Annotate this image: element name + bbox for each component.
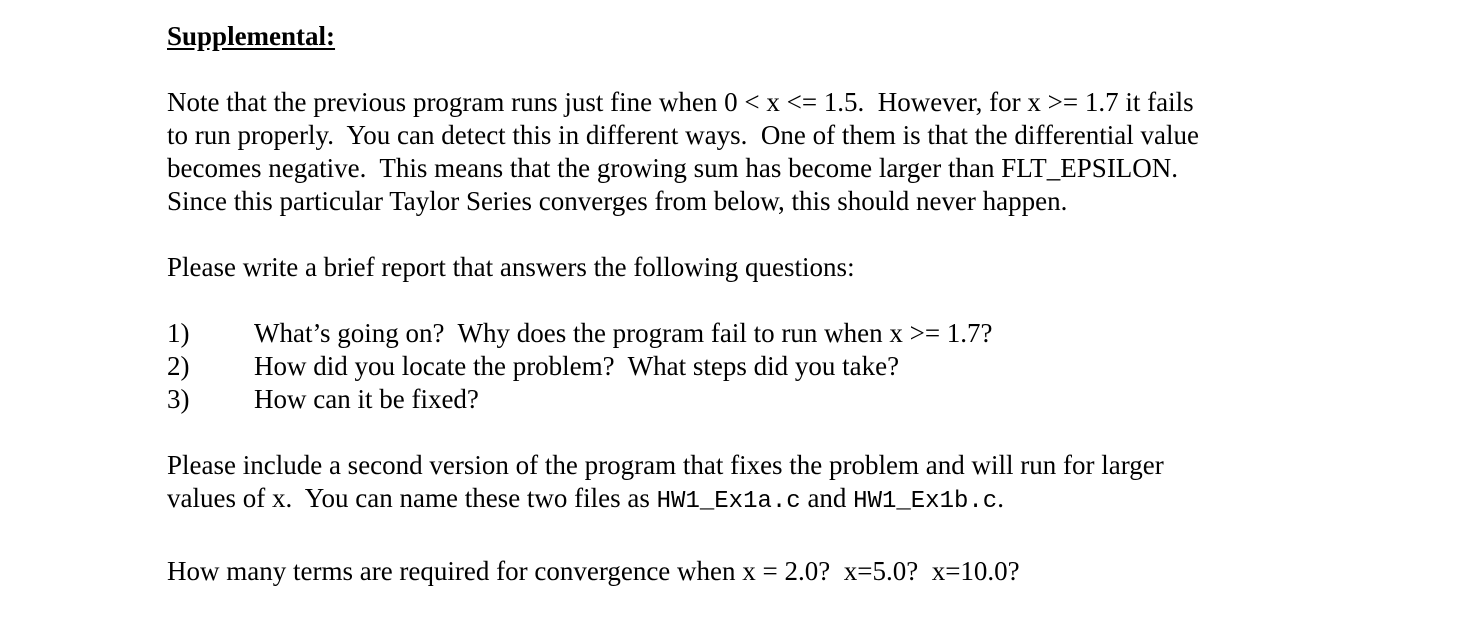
filename-a: HW1_Ex1a.c [656,488,801,515]
filename-joiner: and [800,483,854,513]
list-number: 3) [167,384,190,414]
list-text: What’s going on? Why does the program fail to run when x >= 1.7? [254,318,993,348]
intro-line-1: Note that the previous program runs just fine when 0 < x <= 1.5. However, for x >= 1.7 it fails [167,87,1194,117]
second-version-prefix: values of x. You can name these two files as [167,483,657,513]
document-page [167,20,1407,588]
list-item [167,350,1407,383]
list-text: How can it be fixed? [254,384,479,414]
second-version-paragraph [167,449,1407,518]
second-version-line-1: Please include a second version of the program that fixes the problem and will run for larger [167,450,1164,480]
intro-line-2: to run properly. You can detect this in different ways. One of them is that the differential value [167,120,1199,150]
list-number: 2) [167,351,190,381]
second-version-line-2 [167,482,1407,518]
convergence-question: How many terms are required for convergence when x = 2.0? x=5.0? x=10.0? [167,556,1020,586]
intro-line-4: Since this particular Taylor Series converges from below, this should never happen. [167,186,1068,216]
section-heading: Supplemental: [167,21,336,51]
list-item [167,383,1407,416]
intro-paragraph [167,86,1407,218]
list-text: How did you locate the problem? What steps did you take? [254,351,900,381]
filename-b: HW1_Ex1b.c [853,488,998,515]
list-number: 1) [167,318,190,348]
sentence-period: . [997,483,1004,513]
intro-line-3: becomes negative. This means that the growing sum has become larger than FLT_EPSILON. [167,153,1179,183]
report-instruction: Please write a brief report that answers the following questions: [167,252,855,282]
list-item [167,317,1407,350]
questions-list [167,317,1407,416]
